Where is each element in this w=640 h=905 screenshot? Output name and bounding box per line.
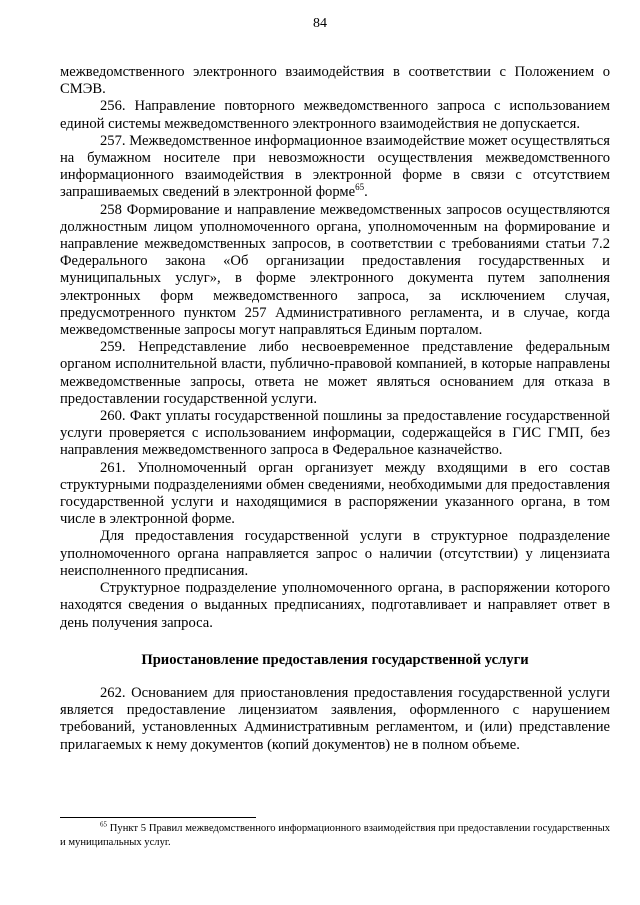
paragraph-261-response: Структурное подразделение уполномоченного органа, в распоряжении которого находятся сведения о выданных предписаниях, подготавливает и направляет ответ в день получения запроса. <box>60 580 610 631</box>
paragraph-257-end: . <box>364 184 368 201</box>
footnote <box>60 822 610 850</box>
footnote-reference: 65 <box>355 182 365 193</box>
document-body <box>60 64 610 754</box>
paragraph-259: 259. Непредставление либо несвоевременное представление федеральным органом исполнительной власти, публично-правовой компанией, в которые направлены межведомственные запросы, ответа не может являться основанием для отказа в предоставлении государственной услуги. <box>60 339 610 407</box>
page-number: 84 <box>313 16 327 31</box>
paragraph-262: 262. Основанием для приостановления предоставления государственной услуги является предоставление лицензиатом заявления, оформленного с нарушением требований, установленных Административным регламентом, и (или) представление прилагаемых к нему документов (копий документов) не в полном объеме. <box>60 684 610 753</box>
paragraph-256: 256. Направление повторного межведомственного запроса с использованием единой системы межведомственного электронного взаимодействия не допускается. <box>60 98 610 132</box>
paragraph-261-request: Для предоставления государственной услуги в структурное подразделение уполномоченного органа направляется запрос о наличии (отсутствии) у лицензиата неисполненного предписания. <box>60 528 610 579</box>
paragraph-257 <box>60 133 610 202</box>
paragraph-261: 261. Уполномоченный орган организует между входящими в его состав структурными подразделениями обмен сведениями, необходимыми для предоставления государственной услуги и находящимися в распоряжении указанного органа, в том числе в электронной форме. <box>60 459 610 528</box>
paragraph-258: 258 Формирование и направление межведомственных запросов осуществляются должностным лицом уполномоченного органа, уполномоченным на формирование и направление межведомственных запросов, в соответствии с требованиями статьи 7.2 Федерального закона «Об организации предоставления государственных и муниципальных услуг», в форме электронного документа путем заполнения электронных форм межведомственного запроса, за исключением случая, предусмотренного пунктом 257 Административного регламента, и в случае, когда межведомственные запросы могут направляться Единым порталом. <box>60 201 610 339</box>
paragraph-257-text: 257. Межведомственное информационное взаимодействие может осуществляться на бумажном носителе при невозможности осуществления межведомственного информационного взаимодействия в электронной форме в связи с отсутствием запрашиваемых сведений в электронной форме <box>60 132 610 201</box>
paragraph-260: 260. Факт уплаты государственной пошлины за предоставление государственной услуги проверяется с использованием информации, содержащейся в ГИС ГМП, без направления межведомственного запроса в Федеральное казначейство. <box>60 408 610 459</box>
paragraph-continuation: межведомственного электронного взаимодействия в соответствии с Положением о СМЭВ. <box>60 64 610 98</box>
footnote-text: Пункт 5 Правил межведомственного информационного взаимодействия при предоставлении государственных и муниципальных услуг. <box>60 823 610 848</box>
footnote-divider <box>60 817 256 818</box>
section-heading: Приостановление предоставления государственной услуги <box>141 651 529 668</box>
footnote-marker: 65 <box>100 820 107 829</box>
